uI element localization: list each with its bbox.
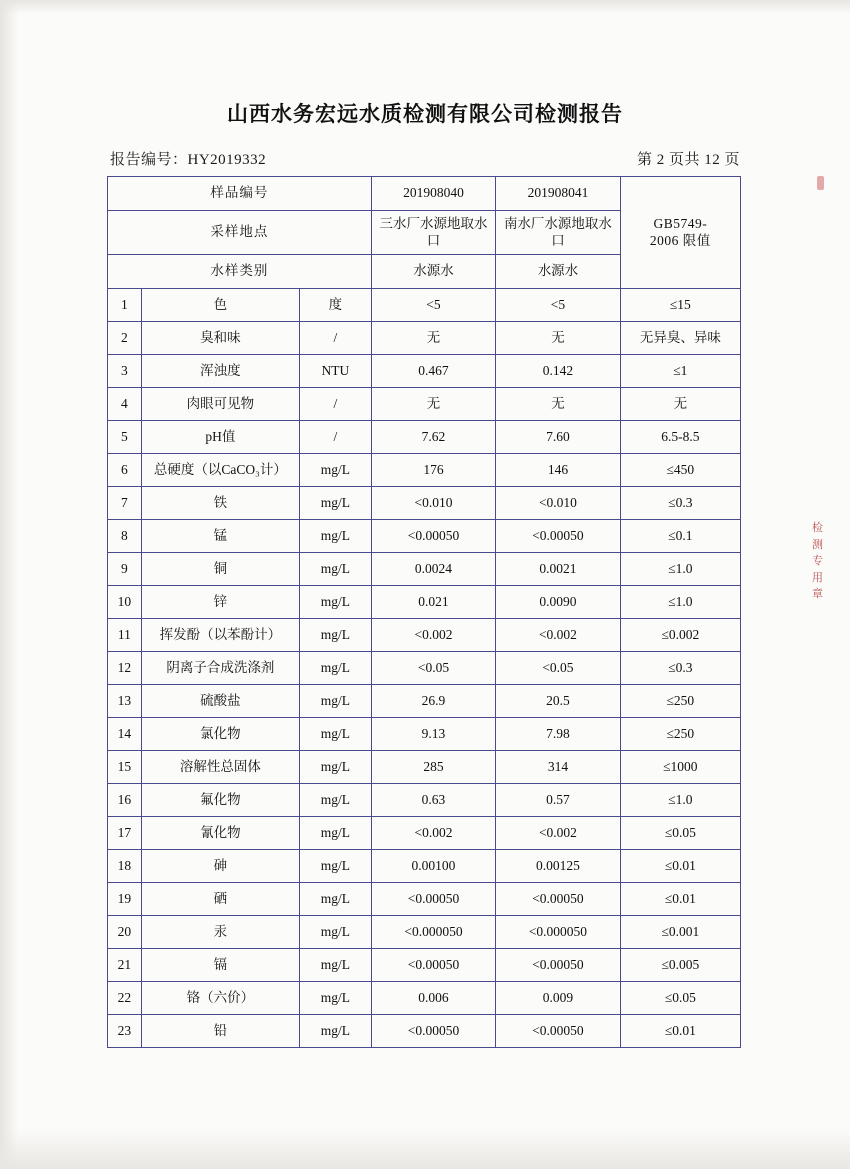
table-row: [108, 652, 741, 685]
table-row: [108, 487, 741, 520]
row-unit: mg/L: [299, 949, 371, 982]
table-row: [108, 619, 741, 652]
table-row: [108, 916, 741, 949]
row-value-sample-1: 9.13: [371, 718, 495, 751]
report-number: [110, 148, 266, 169]
row-unit: mg/L: [299, 454, 371, 487]
row-value-sample-1: <0.00050: [371, 520, 495, 553]
row-limit: ≤0.05: [620, 982, 740, 1015]
row-index: 12: [108, 652, 142, 685]
row-value-sample-2: 无: [496, 322, 620, 355]
row-limit: 6.5-8.5: [620, 421, 740, 454]
row-limit: ≤250: [620, 685, 740, 718]
row-value-sample-2: 20.5: [496, 685, 620, 718]
row-index: 4: [108, 388, 142, 421]
row-unit: mg/L: [299, 916, 371, 949]
table-row: [108, 751, 741, 784]
row-item: 氯化物: [141, 718, 299, 751]
row-value-sample-2: <0.002: [496, 619, 620, 652]
row-value-sample-1: 0.63: [371, 784, 495, 817]
row-limit: ≤1.0: [620, 553, 740, 586]
row-item: 浑浊度: [141, 355, 299, 388]
row-value-sample-1: <0.002: [371, 817, 495, 850]
row-item: 铁: [141, 487, 299, 520]
row-value-sample-2: <0.002: [496, 817, 620, 850]
standard-code-line1: GB5749-: [653, 215, 708, 231]
row-index: 21: [108, 949, 142, 982]
row-index: 5: [108, 421, 142, 454]
header-label-water-type: 水样类别: [108, 255, 372, 289]
sample-2-type: 水源水: [496, 255, 620, 289]
row-item: 铜: [141, 553, 299, 586]
row-index: 11: [108, 619, 142, 652]
row-index: 14: [108, 718, 142, 751]
row-index: 16: [108, 784, 142, 817]
table-header-sample-no: [108, 177, 741, 211]
row-index: 1: [108, 289, 142, 322]
standard-code-line2: 2006 限值: [649, 232, 711, 248]
row-limit: ≤1.0: [620, 784, 740, 817]
table-row: [108, 718, 741, 751]
row-value-sample-1: <0.002: [371, 619, 495, 652]
row-item: 溶解性总固体: [141, 751, 299, 784]
row-value-sample-2: 无: [496, 388, 620, 421]
row-unit: mg/L: [299, 520, 371, 553]
table-row: [108, 421, 741, 454]
row-value-sample-2: 146: [496, 454, 620, 487]
row-item: 色: [141, 289, 299, 322]
row-item: 硫酸盐: [141, 685, 299, 718]
row-value-sample-1: <0.05: [371, 652, 495, 685]
row-value-sample-2: <0.00050: [496, 949, 620, 982]
row-item: 镉: [141, 949, 299, 982]
stamp-mark-top: [817, 176, 824, 190]
page-edge-shading-bottom: [0, 1129, 850, 1169]
table-row: [108, 685, 741, 718]
row-value-sample-1: 0.467: [371, 355, 495, 388]
table-row: [108, 355, 741, 388]
row-item: 臭和味: [141, 322, 299, 355]
row-limit: ≤15: [620, 289, 740, 322]
row-value-sample-1: <5: [371, 289, 495, 322]
table-row: [108, 289, 741, 322]
row-unit: mg/L: [299, 685, 371, 718]
row-value-sample-1: <0.00050: [371, 883, 495, 916]
row-limit: ≤0.005: [620, 949, 740, 982]
row-value-sample-2: <0.010: [496, 487, 620, 520]
row-unit: mg/L: [299, 586, 371, 619]
row-item: 锰: [141, 520, 299, 553]
row-limit: ≤1: [620, 355, 740, 388]
row-value-sample-1: 7.62: [371, 421, 495, 454]
row-item: 硒: [141, 883, 299, 916]
row-unit: mg/L: [299, 817, 371, 850]
row-index: 22: [108, 982, 142, 1015]
report-number-value: HY2019332: [187, 152, 267, 168]
sample-2-no: 201908041: [496, 177, 620, 211]
row-unit: mg/L: [299, 553, 371, 586]
row-value-sample-1: 0.006: [371, 982, 495, 1015]
row-value-sample-1: <0.00050: [371, 1015, 495, 1048]
row-index: 23: [108, 1015, 142, 1048]
table-row: [108, 388, 741, 421]
row-unit: mg/L: [299, 487, 371, 520]
row-limit: ≤0.01: [620, 883, 740, 916]
page-number: 第 2 页共 12 页: [636, 152, 740, 168]
row-value-sample-2: <0.05: [496, 652, 620, 685]
page-edge-shading-top: [0, 0, 850, 14]
table-row: [108, 850, 741, 883]
row-unit: mg/L: [299, 883, 371, 916]
standard-limit-header: [620, 177, 740, 289]
stamp-mark-side: 检测专用章: [812, 522, 823, 600]
row-item: 氟化物: [141, 784, 299, 817]
row-value-sample-2: 314: [496, 751, 620, 784]
row-item: 铅: [141, 1015, 299, 1048]
row-value-sample-2: 7.60: [496, 421, 620, 454]
row-limit: ≤250: [620, 718, 740, 751]
row-value-sample-2: 0.0090: [496, 586, 620, 619]
row-limit: ≤0.1: [620, 520, 740, 553]
row-index: 2: [108, 322, 142, 355]
row-limit: ≤0.01: [620, 850, 740, 883]
table-row: [108, 949, 741, 982]
row-value-sample-2: 0.57: [496, 784, 620, 817]
row-index: 20: [108, 916, 142, 949]
sample-1-place: 三水厂水源地取水口: [371, 211, 495, 255]
table-row: [108, 553, 741, 586]
table-row: [108, 586, 741, 619]
row-value-sample-2: <0.00050: [496, 883, 620, 916]
table-row: [108, 982, 741, 1015]
row-item: 阴离子合成洗涤剂: [141, 652, 299, 685]
row-unit: mg/L: [299, 850, 371, 883]
table-row: [108, 520, 741, 553]
page-edge-shading-left: [0, 0, 18, 1169]
table-row: [108, 784, 741, 817]
row-item: 挥发酚（以苯酚计）: [141, 619, 299, 652]
row-value-sample-1: 0.00100: [371, 850, 495, 883]
header-label-sample-no: 样品编号: [108, 177, 372, 211]
row-value-sample-2: <5: [496, 289, 620, 322]
row-index: 3: [108, 355, 142, 388]
row-unit: /: [299, 421, 371, 454]
row-value-sample-1: 无: [371, 322, 495, 355]
report-number-label: 报告编号：: [110, 152, 188, 168]
row-unit: mg/L: [299, 751, 371, 784]
row-limit: ≤450: [620, 454, 740, 487]
row-limit: ≤0.01: [620, 1015, 740, 1048]
row-value-sample-1: 0.0024: [371, 553, 495, 586]
row-value-sample-1: <0.000050: [371, 916, 495, 949]
row-item: 总硬度（以CaCO₃计）: [141, 454, 299, 487]
row-index: 8: [108, 520, 142, 553]
row-item: 汞: [141, 916, 299, 949]
row-value-sample-1: <0.00050: [371, 949, 495, 982]
row-index: 6: [108, 454, 142, 487]
row-value-sample-1: 0.021: [371, 586, 495, 619]
row-value-sample-2: 0.00125: [496, 850, 620, 883]
table-row: [108, 454, 741, 487]
row-value-sample-1: 26.9: [371, 685, 495, 718]
row-limit: 无: [620, 388, 740, 421]
table-row: [108, 322, 741, 355]
row-unit: mg/L: [299, 652, 371, 685]
row-unit: mg/L: [299, 784, 371, 817]
row-item: 氰化物: [141, 817, 299, 850]
row-index: 7: [108, 487, 142, 520]
row-index: 15: [108, 751, 142, 784]
row-index: 19: [108, 883, 142, 916]
sample-1-no: 201908040: [371, 177, 495, 211]
row-value-sample-2: <0.00050: [496, 520, 620, 553]
row-value-sample-1: 无: [371, 388, 495, 421]
table-row: [108, 817, 741, 850]
row-unit: mg/L: [299, 1015, 371, 1048]
row-index: 17: [108, 817, 142, 850]
results-table: [107, 176, 741, 1048]
row-unit: 度: [299, 289, 371, 322]
row-value-sample-2: 7.98: [496, 718, 620, 751]
row-unit: /: [299, 322, 371, 355]
row-limit: 无异臭、异味: [620, 322, 740, 355]
row-value-sample-1: <0.010: [371, 487, 495, 520]
row-unit: /: [299, 388, 371, 421]
row-limit: ≤1000: [620, 751, 740, 784]
header-label-sampling-place: 采样地点: [108, 211, 372, 255]
row-item: 铬（六价）: [141, 982, 299, 1015]
row-item: pH值: [141, 421, 299, 454]
row-index: 13: [108, 685, 142, 718]
row-value-sample-2: 0.0021: [496, 553, 620, 586]
sample-1-type: 水源水: [371, 255, 495, 289]
row-unit: NTU: [299, 355, 371, 388]
row-limit: ≤0.3: [620, 487, 740, 520]
row-index: 10: [108, 586, 142, 619]
row-limit: ≤0.05: [620, 817, 740, 850]
row-unit: mg/L: [299, 982, 371, 1015]
row-value-sample-1: 176: [371, 454, 495, 487]
row-value-sample-2: <0.00050: [496, 1015, 620, 1048]
row-unit: mg/L: [299, 718, 371, 751]
row-limit: ≤0.002: [620, 619, 740, 652]
row-value-sample-2: <0.000050: [496, 916, 620, 949]
row-index: 9: [108, 553, 142, 586]
row-limit: ≤0.001: [620, 916, 740, 949]
row-index: 18: [108, 850, 142, 883]
row-value-sample-2: 0.142: [496, 355, 620, 388]
sample-2-place: 南水厂水源地取水口: [496, 211, 620, 255]
table-row: [108, 1015, 741, 1048]
row-item: 砷: [141, 850, 299, 883]
row-value-sample-1: 285: [371, 751, 495, 784]
table-row: [108, 883, 741, 916]
row-limit: ≤1.0: [620, 586, 740, 619]
row-limit: ≤0.3: [620, 652, 740, 685]
page-title: 山西水务宏远水质检测有限公司检测报告: [227, 102, 623, 126]
row-unit: mg/L: [299, 619, 371, 652]
row-value-sample-2: 0.009: [496, 982, 620, 1015]
row-item: 肉眼可见物: [141, 388, 299, 421]
row-item: 锌: [141, 586, 299, 619]
